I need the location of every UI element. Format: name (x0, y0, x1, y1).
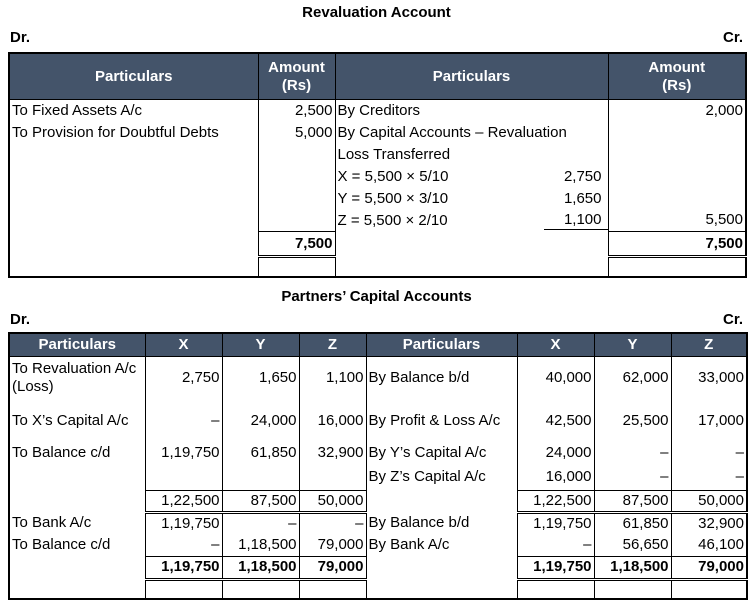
particulars-cell (9, 188, 258, 210)
amount-cell (258, 257, 335, 277)
amount-cell: 1,19,750 (145, 512, 222, 534)
particulars-cell: By Y’s Capital A/c (366, 442, 517, 464)
total-row (9, 556, 747, 579)
particulars-cell: By Balance b/d (366, 356, 517, 400)
header-particulars-left: Particulars (9, 53, 258, 100)
particulars-cell: To Fixed Assets A/c (12, 101, 143, 119)
amount-cell: 42,500 (517, 400, 594, 442)
amount-cell (299, 464, 366, 490)
subtotal-amount-cell: 50,000 (299, 490, 366, 512)
particulars-cell (9, 556, 145, 579)
total-amount-cell: 1,18,500 (222, 556, 299, 579)
particulars-cell (335, 166, 608, 188)
drcr-row (8, 311, 745, 329)
amount-cell: 40,000 (517, 356, 594, 400)
amount-cell: 16,000 (517, 464, 594, 490)
amount-cell (608, 257, 746, 277)
particulars-cell: Loss Transferred (335, 144, 608, 166)
amount-cell: – (299, 512, 366, 534)
amount-cell: – (671, 464, 747, 490)
amount-cell: 32,900 (299, 442, 366, 464)
amount-cell: 1,19,750 (517, 512, 594, 534)
amount-cell: 61,850 (222, 442, 299, 464)
share-formula: X = 5,500 × 5/10 (337, 167, 449, 185)
amount-cell: – (594, 464, 671, 490)
subtotal-amount-cell: 1,22,500 (145, 490, 222, 512)
amount-cell: – (594, 442, 671, 464)
particulars-cell: By Creditors (335, 100, 608, 122)
total-row (9, 232, 746, 257)
amount-cell (608, 144, 746, 166)
amount-cell (671, 579, 747, 599)
amount-cell (258, 166, 335, 188)
amount-cell: 24,000 (222, 400, 299, 442)
particulars-cell (9, 232, 258, 257)
share-formula: Z = 5,500 × 2/10 (337, 211, 448, 229)
amount-cell (145, 579, 222, 599)
share-amount: 2,750 (563, 167, 602, 185)
table-row (9, 400, 747, 442)
empty-row (9, 257, 746, 277)
amount-cell (222, 464, 299, 490)
amount-cell: – (671, 442, 747, 464)
share-amount: 1,650 (563, 189, 602, 207)
table-row (9, 356, 747, 400)
header-z-left: Z (299, 333, 366, 357)
total-amount-cell: 1,19,750 (145, 556, 222, 579)
total-amount-cell: 1,18,500 (594, 556, 671, 579)
amount-cell: 33,000 (671, 356, 747, 400)
drcr-row (8, 29, 745, 47)
table-row (9, 534, 747, 556)
amount-cell: 32,900 (671, 512, 747, 534)
table-row (9, 188, 746, 210)
table-row (9, 512, 747, 534)
amount-cell (145, 464, 222, 490)
revaluation-table (8, 52, 747, 278)
table-row (9, 442, 747, 464)
partners-capital-title: Partners’ Capital Accounts (281, 287, 472, 305)
amount-cell: 2,750 (145, 356, 222, 400)
total-amount-cell: 79,000 (299, 556, 366, 579)
amount-cell (258, 210, 335, 232)
amount-cell: 62,000 (594, 356, 671, 400)
particulars-cell: By Bank A/c (366, 534, 517, 556)
subtotal-amount-cell: 87,500 (222, 490, 299, 512)
particulars-cell: To Balance c/d (12, 444, 111, 461)
header-z-right: Z (671, 333, 747, 357)
amount-cell: 24,000 (517, 442, 594, 464)
header-y-left: Y (222, 333, 299, 357)
table-row (9, 144, 746, 166)
amount-cell: – (145, 534, 222, 556)
revaluation-account-title: Revaluation Account (302, 4, 451, 21)
particulars-cell (9, 490, 145, 512)
dr-label: Dr. (10, 310, 31, 328)
empty-row (9, 579, 747, 599)
header-particulars-right: Particulars (335, 53, 608, 100)
header-particulars-left: Particulars (9, 333, 145, 357)
cr-label: Cr. (722, 310, 743, 328)
amount-cell: – (145, 400, 222, 442)
amount-cell: 5,500 (608, 210, 746, 232)
header-amount-line2: (Rs) (281, 76, 312, 94)
header-amount-line1: Amount (268, 58, 325, 76)
header-y-right: Y (594, 333, 671, 357)
amount-cell (608, 122, 746, 144)
amount-cell: 2,500 (258, 100, 335, 122)
amount-cell (258, 144, 335, 166)
subtotal-amount-cell: 87,500 (594, 490, 671, 512)
particulars-cell: To X’s Capital A/c (12, 412, 129, 429)
table-header-row (9, 53, 746, 100)
amount-cell: 1,100 (299, 356, 366, 400)
amount-cell: 16,000 (299, 400, 366, 442)
share-amount: 1,100 (544, 211, 608, 230)
amount-cell (608, 188, 746, 210)
particulars-cell (335, 188, 608, 210)
particulars-cell (335, 210, 608, 232)
revaluation-account-section (8, 4, 745, 278)
table-row (9, 100, 746, 122)
amount-cell (608, 166, 746, 188)
header-amount-right (608, 53, 746, 100)
total-amount-cell: 7,500 (258, 232, 335, 257)
amount-cell: 17,000 (671, 400, 747, 442)
amount-cell: – (517, 534, 594, 556)
amount-cell: 1,18,500 (222, 534, 299, 556)
amount-cell (258, 188, 335, 210)
amount-cell: 25,500 (594, 400, 671, 442)
table-row (9, 166, 746, 188)
particulars-cell (9, 579, 145, 599)
particulars-cell: To Bank A/c (12, 514, 92, 531)
total-amount-cell: 7,500 (608, 232, 746, 257)
amount-cell (299, 579, 366, 599)
partners-capital-section (8, 288, 745, 601)
particulars-cell (9, 210, 258, 232)
subtotal-row (9, 490, 747, 512)
particulars-cell (366, 556, 517, 579)
particulars-cell: To Revaluation A/c (Loss) (12, 360, 137, 396)
header-particulars-right: Particulars (366, 333, 517, 357)
particulars-cell (9, 166, 258, 188)
amount-cell: 79,000 (299, 534, 366, 556)
particulars-cell (9, 144, 258, 166)
particulars-cell (335, 232, 608, 257)
partners-capital-table (8, 332, 748, 601)
total-amount-cell: 79,000 (671, 556, 747, 579)
table-row (9, 464, 747, 490)
header-x-left: X (145, 333, 222, 357)
particulars-cell (9, 464, 145, 490)
table-header-row (9, 333, 747, 357)
amount-cell: 1,650 (222, 356, 299, 400)
particulars-cell: To Provision for Doubtful Debts (12, 123, 219, 141)
particulars-cell (366, 490, 517, 512)
amount-cell (517, 579, 594, 599)
amount-cell (594, 579, 671, 599)
table-row (9, 210, 746, 232)
amount-cell: – (222, 512, 299, 534)
total-amount-cell: 1,19,750 (517, 556, 594, 579)
header-amount-left (258, 53, 335, 100)
cr-label: Cr. (722, 29, 743, 46)
header-amount-line1: Amount (648, 58, 706, 76)
header-amount-line2: (Rs) (662, 76, 692, 94)
amount-cell (222, 579, 299, 599)
particulars-cell (366, 579, 517, 599)
amount-cell: 5,000 (258, 122, 335, 144)
share-formula: Y = 5,500 × 3/10 (337, 189, 449, 207)
amount-cell: 61,850 (594, 512, 671, 534)
subtotal-amount-cell: 50,000 (671, 490, 747, 512)
dr-label: Dr. (10, 29, 31, 46)
header-x-right: X (517, 333, 594, 357)
particulars-cell: By Capital Accounts – Revaluation (335, 122, 608, 144)
particulars-cell: To Balance c/d (12, 536, 111, 553)
amount-cell: 56,650 (594, 534, 671, 556)
amount-cell: 46,100 (671, 534, 747, 556)
table-row (9, 122, 746, 144)
particulars-cell: By Profit & Loss A/c (366, 400, 517, 442)
particulars-cell (9, 257, 258, 277)
amount-cell: 1,19,750 (145, 442, 222, 464)
amount-cell: 2,000 (608, 100, 746, 122)
particulars-cell: By Z’s Capital A/c (366, 464, 517, 490)
particulars-cell: By Balance b/d (366, 512, 517, 534)
particulars-cell (335, 257, 608, 277)
subtotal-amount-cell: 1,22,500 (517, 490, 594, 512)
